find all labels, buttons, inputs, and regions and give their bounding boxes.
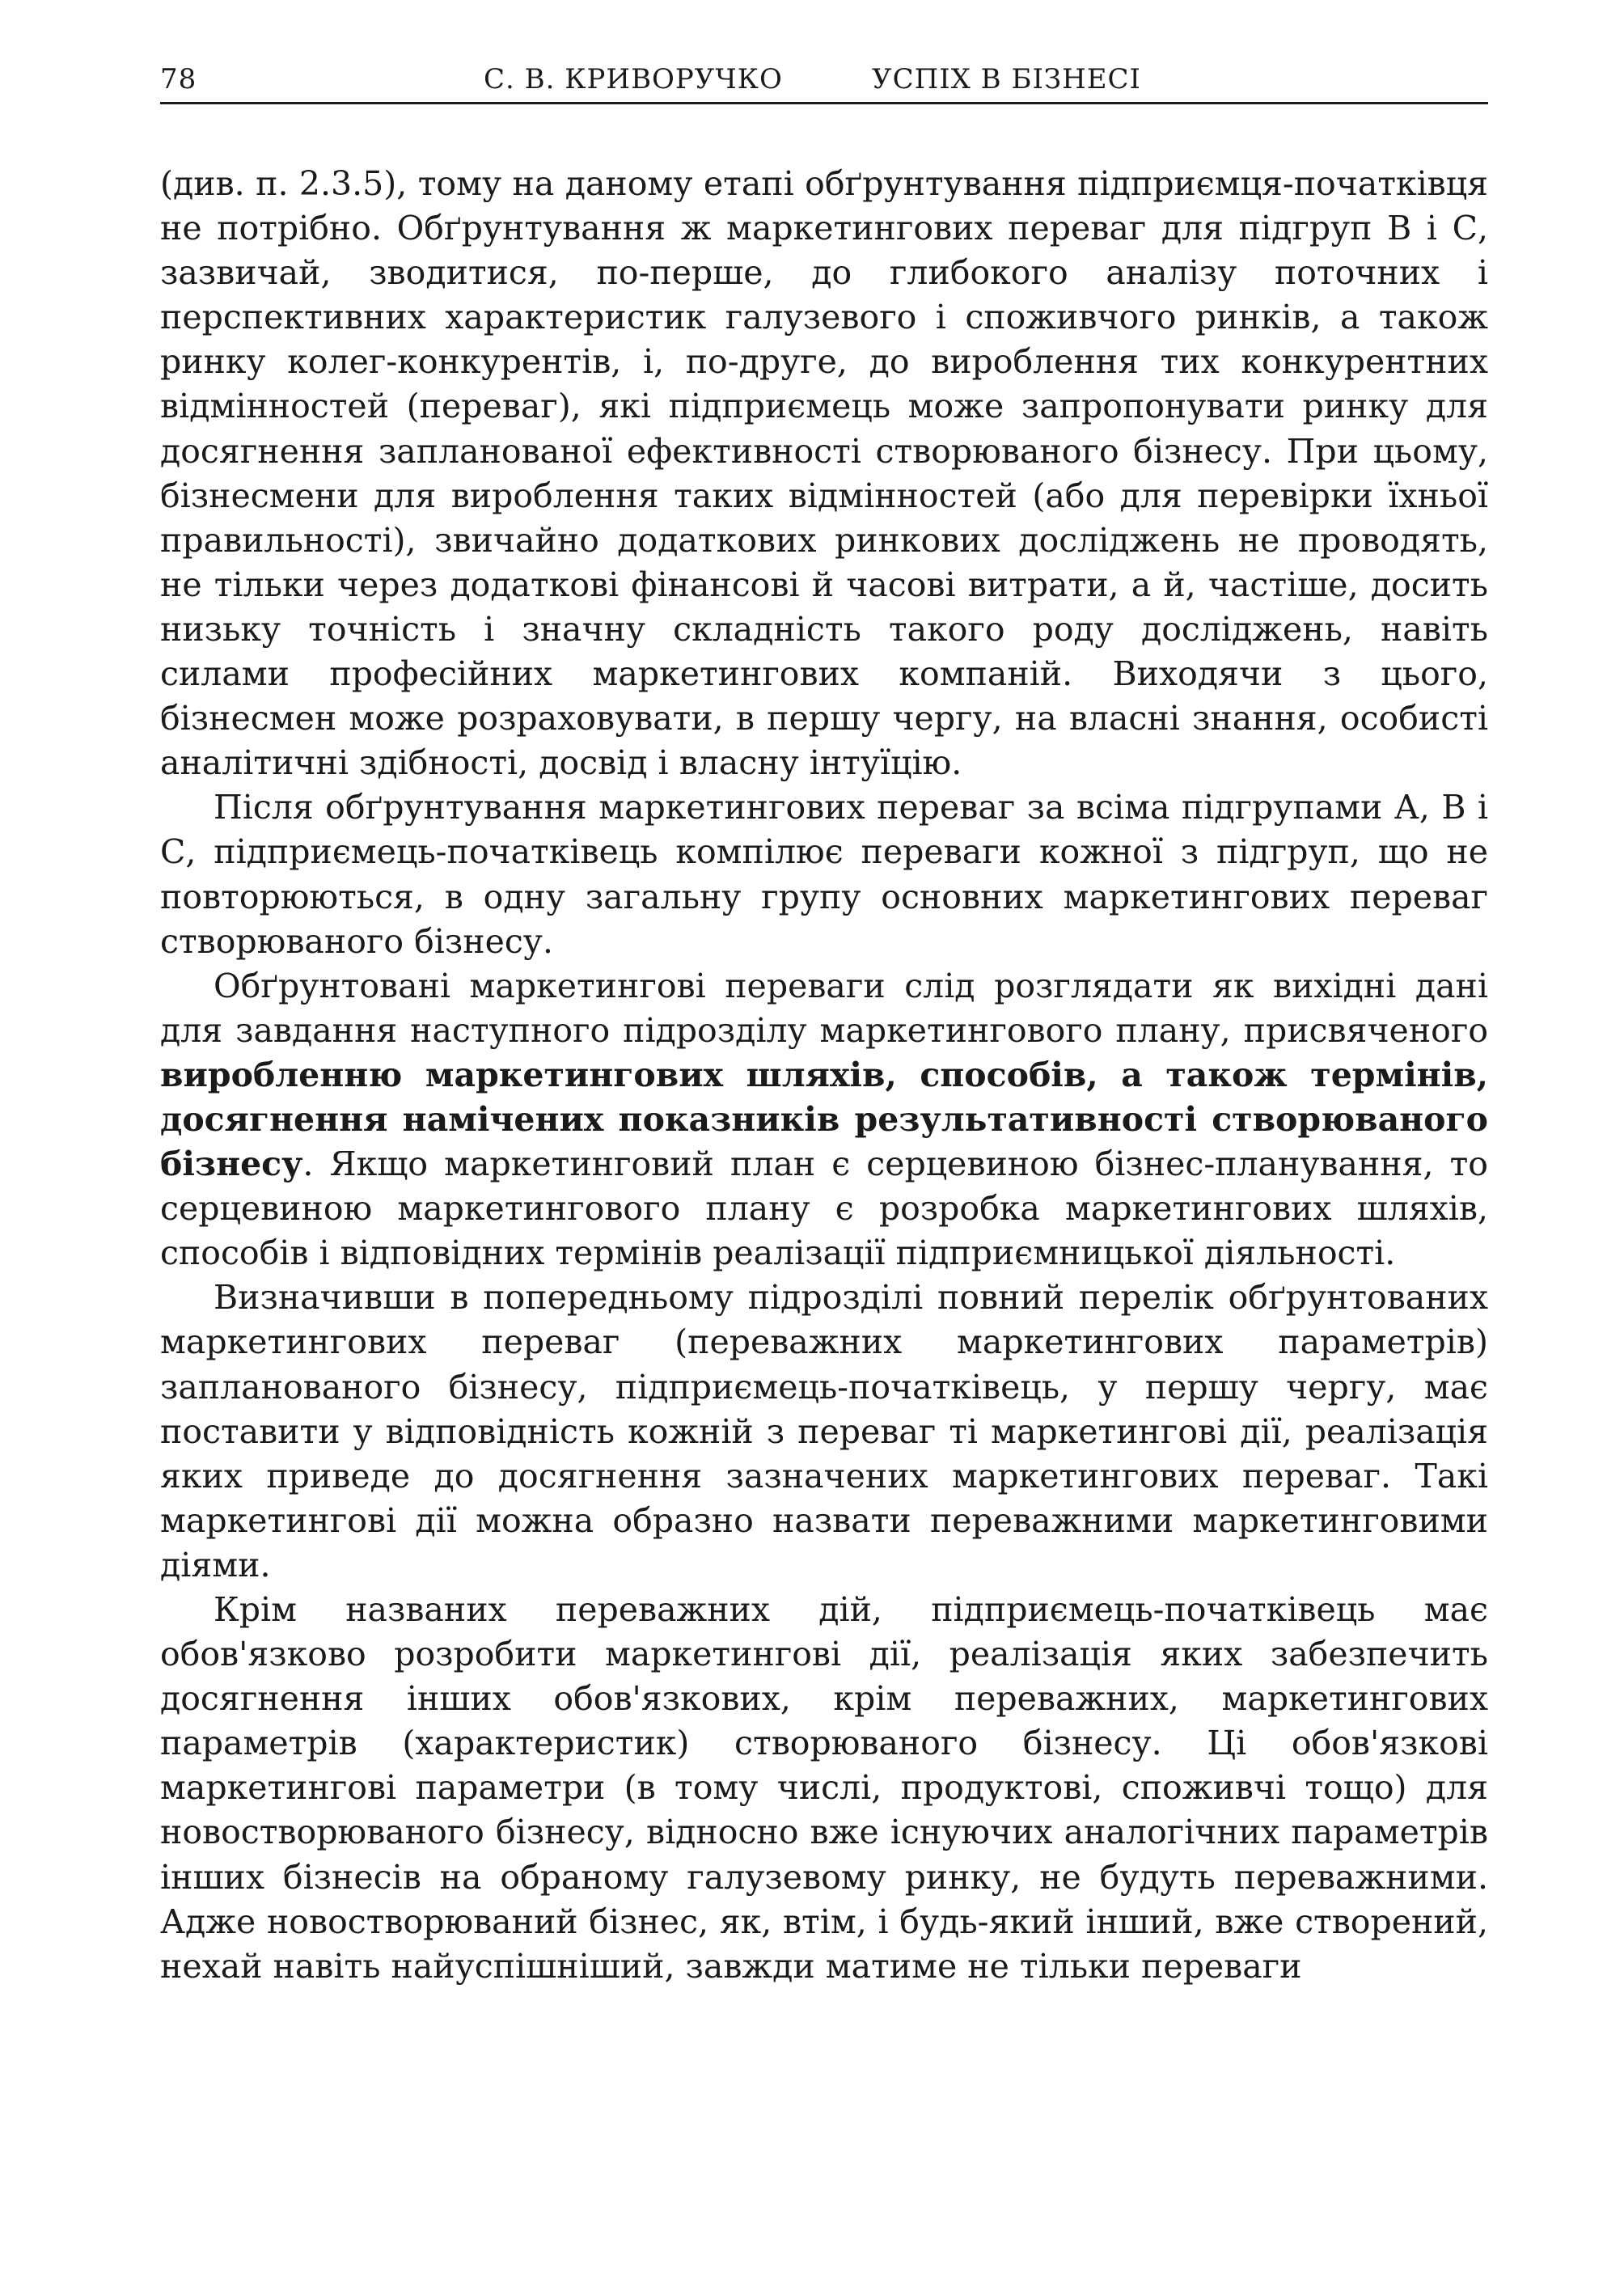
running-header xyxy=(160,63,1488,102)
body-text xyxy=(160,162,1488,1989)
header-rule xyxy=(160,102,1488,104)
paragraph-5: Крім названих переважних дій, підприємець-початківець має обов'язково розробити маркетингові дії, реалізація яких забезпечить досягнення інших обов'язкових, крім переважних, маркетингових параметрів (характеристик) створюваного бізнесу. Ці обов'язкові маркетингові параметри (в тому числі, продуктові, споживчі тощо) для новостворюваного бізнесу, відносно вже існуючих аналогічних параметрів інших бізнесів на обраному галузевому ринку, не будуть переважними. Адже новостворюваний бізнес, як, втім, і будь-який інший, вже створений, нехай навіть найуспішніший, завжди матиме не тільки переваги xyxy=(160,1590,1488,1986)
paragraph-3-tail: . Якщо маркетинговий план є серцевиною бізнес-планування, то серцевиною маркетингового плану є розробка маркетингових шляхів, способів і відповідних термінів реалізації підприємницької діяльності. xyxy=(160,1144,1488,1273)
paragraph-2: Після обґрунтування маркетингових переваг за всіма підгрупами А, В і С, підприємець-початківець компілює переваги кожної з підгруп, що не повторюються, в одну загальну групу основних маркетингових переваг створюваного бізнесу. xyxy=(160,788,1488,961)
emphasized-phrase: виробленню маркетингових шляхів, способів, а також термінів, досягнення намічених показників результативності створюваного бізнесу xyxy=(160,1055,1488,1184)
author-name: С. В. КРИВОРУЧКО xyxy=(484,63,783,95)
paragraph-3-lead: Обґрунтовані маркетингові переваги слід розглядати як вихідні дані для завдання наступного підрозділу маркетингового плану, присвяченого xyxy=(160,966,1488,1050)
book-title: УСПІХ В БІЗНЕСІ xyxy=(872,63,1141,95)
paragraph-3 xyxy=(160,964,1488,1276)
paragraph-4: Визначивши в попередньому підрозділі повний перелік обґрунтованих маркетингових переваг (переважних маркетингових параметрів) запланованого бізнесу, підприємець-початківець, у першу чергу, має поставити у відповідність кожній з переваг ті маркетингові дії, реалізація яких приведе до досягнення зазначених маркетингових переваг. Такі маркетингові дії можна образно назвати переважними маркетинговими діями. xyxy=(160,1278,1488,1584)
page-number: 78 xyxy=(160,63,197,95)
paragraph-1: (див. п. 2.3.5), тому на даному етапі обґрунтування підприємця-початківця не потрібно. Обґрунтування ж маркетингових переваг для підгруп В і С, зазвичай, зводитися, по-перше, до глибокого аналізу поточних і перспективних характеристик галузевого і споживчого ринків, а також ринку колег-конкурентів, і, по-друге, до вироблення тих конкурентних відмінностей (переваг), які підприємець може запропонувати ринку для досягнення запланованої ефективності створюваного бізнесу. При цьому, бізнесмени для вироблення таких відмінностей (або для перевірки їхньої правильності), звичайно додаткових ринкових досліджень не проводять, не тільки через додаткові фінансові й часові витрати, а й, частіше, досить низьку точність і значну складність такого роду досліджень, навіть силами професійних маркетингових компаній. Виходячи з цього, бізнесмен може розраховувати, в першу чергу, на власні знання, особисті аналітичні здібності, досвід і власну інтуїцію. xyxy=(160,164,1488,783)
